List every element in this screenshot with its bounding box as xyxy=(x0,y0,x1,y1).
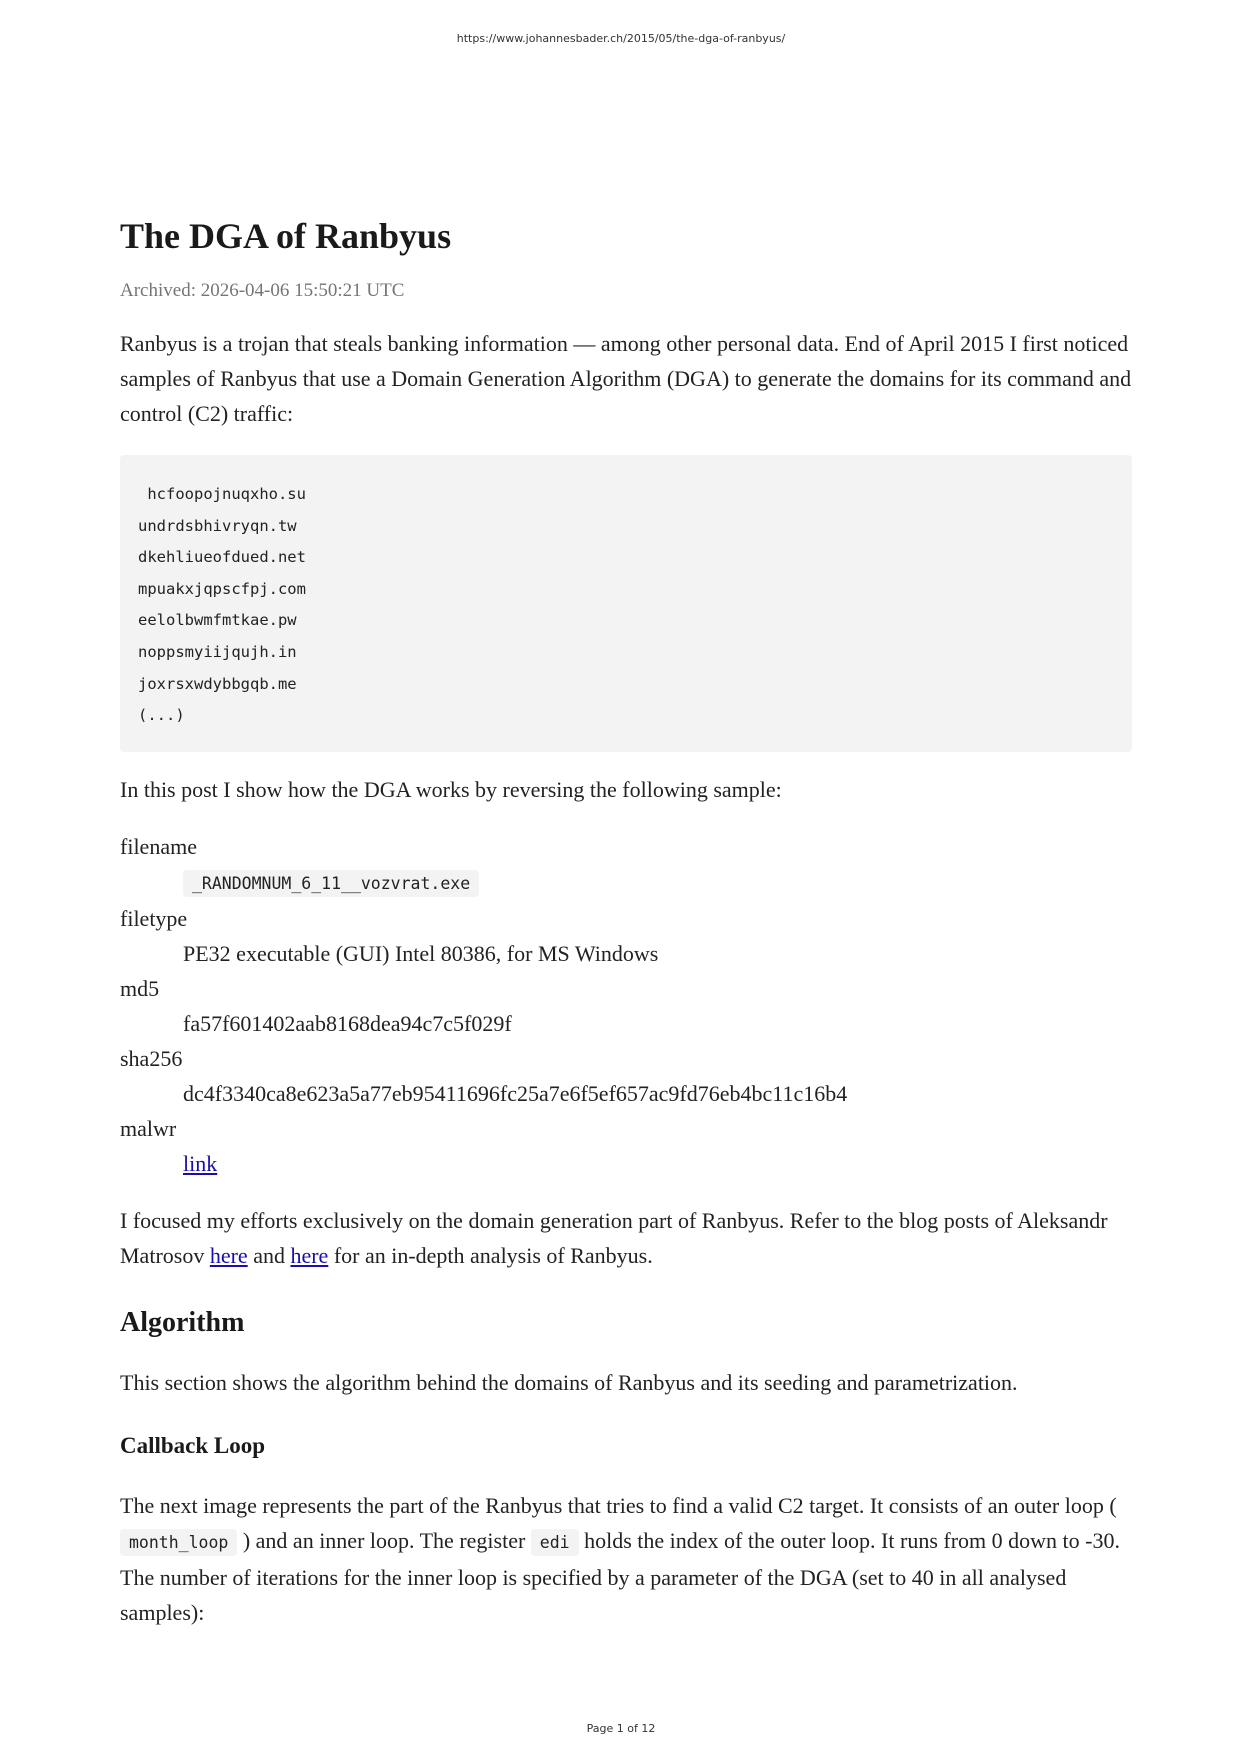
callback-text-3: holds the index of the outer loop. It runs from 0 down to -30. The number of iterations for the inner loop is specified by a parameter of the DGA (set to 40 in all analysed samples): xyxy=(120,1527,1120,1625)
algorithm-paragraph: This section shows the algorithm behind the domains of Ranbyus and its seeding and parametrization. xyxy=(120,1369,1018,1395)
filename-label: filename xyxy=(120,833,197,859)
code-line: (...) xyxy=(138,706,185,725)
matrosov-link-1[interactable]: here xyxy=(209,1242,248,1268)
code-line: noppsmyiijqujh.in xyxy=(138,642,297,661)
matrosov-link-2[interactable]: here xyxy=(290,1242,329,1268)
article xyxy=(120,212,1132,1630)
code-line: hcfoopojnuqxho.su xyxy=(138,485,306,503)
filename-code: _RANDOMNUM_6_11__vozvrat.exe xyxy=(183,870,479,897)
archived-timestamp: Archived: 2026-04-06 15:50:21 UTC xyxy=(120,280,405,301)
callback-paragraph xyxy=(120,1488,1132,1630)
callback-text-1: The next image represents the part of the Ranbyus that tries to find a valid C2 target. It consists of an outer loop ( xyxy=(120,1492,1117,1518)
malwr-label: malwr xyxy=(120,1115,177,1141)
article-title: The DGA of Ranbyus xyxy=(120,216,452,256)
edi-code: edi xyxy=(531,1529,579,1556)
malwr-link[interactable]: link xyxy=(183,1150,218,1176)
filename-value xyxy=(183,864,1132,901)
filetype-label: filetype xyxy=(120,905,188,931)
callback-text-2: ) and an inner loop. The register xyxy=(237,1527,531,1553)
md5-label: md5 xyxy=(120,975,160,1001)
code-line: undrdsbhivryqn.tw xyxy=(138,516,297,535)
focus-text-after: for an in-depth analysis of Ranbyus. xyxy=(328,1242,653,1268)
domain-code-block xyxy=(120,455,1132,752)
code-line: eelolbwmfmtkae.pw xyxy=(138,611,297,630)
callback-loop-heading: Callback Loop xyxy=(120,1432,266,1458)
code-line: dkehliueofdued.net xyxy=(138,548,306,567)
sample-details-list xyxy=(120,829,1132,1181)
sha256-label: sha256 xyxy=(120,1045,183,1071)
filetype-value: PE32 executable (GUI) Intel 80386, for MS Windows xyxy=(183,940,659,966)
md5-value: fa57f601402aab8168dea94c7c5f029f xyxy=(183,1010,512,1036)
code-line: mpuakxjqpscfpj.com xyxy=(138,579,306,598)
sample-intro-paragraph: In this post I show how the DGA works by reversing the following sample: xyxy=(120,776,782,802)
sha256-value: dc4f3340ca8e623a5a77eb95411696fc25a7e6f5ef657ac9fd76eb4bc11c16b4 xyxy=(183,1080,848,1106)
focus-text-before: I focused my efforts exclusively on the domain generation part of Ranbyus. Refer to the blog posts of Aleksandr Matrosov xyxy=(120,1207,1108,1268)
algorithm-heading: Algorithm xyxy=(120,1306,245,1338)
page-url-header: https://www.johannesbader.ch/2015/05/the-dga-of-ranbyus/ xyxy=(456,32,786,45)
focus-paragraph xyxy=(120,1203,1132,1273)
code-line: joxrsxwdybbgqb.me xyxy=(138,674,297,693)
month-loop-code: month_loop xyxy=(120,1529,237,1556)
intro-paragraph: Ranbyus is a trojan that steals banking information — among other personal data. End of April 2015 I first noticed samples of Ranbyus that use a Domain Generation Algorithm (DGA) to generate the domains for its command and control (C2) traffic: xyxy=(120,331,1132,426)
focus-text-middle: and xyxy=(247,1242,291,1268)
page-number-footer: Page 1 of 12 xyxy=(586,1722,656,1735)
malwr-value xyxy=(183,1146,1132,1181)
